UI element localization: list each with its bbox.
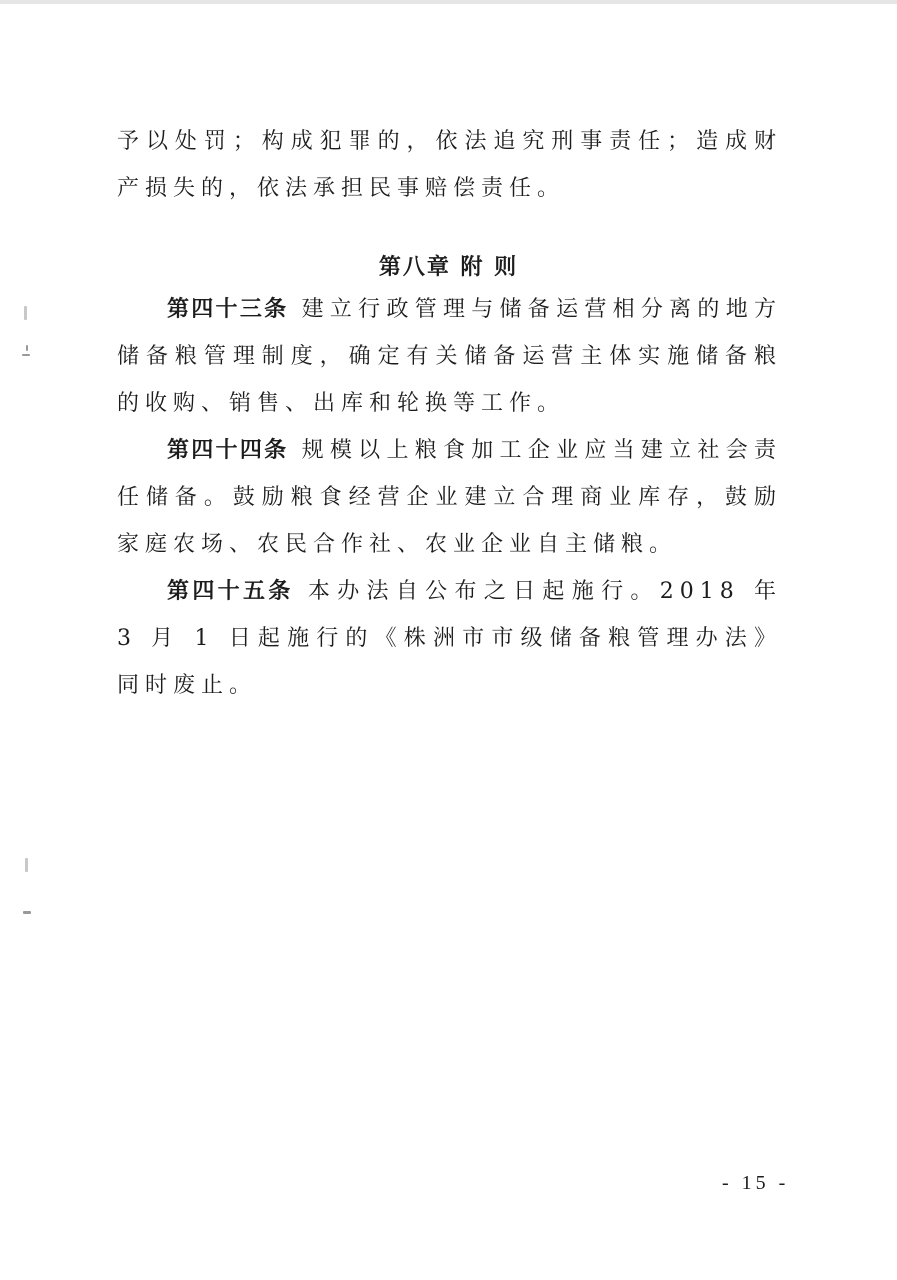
- scan-top-edge: [0, 0, 897, 4]
- article-43: [117, 286, 782, 427]
- article-label: 第四十五条: [167, 578, 294, 604]
- scan-binding-mark: [25, 858, 28, 872]
- article-label: 第四十四条: [167, 437, 289, 463]
- scan-binding-mark: [23, 911, 31, 914]
- article-text: 规模以上粮食加工企业应当建立社会责任储备。鼓励粮食经营企业建立合理商业库存，鼓励家庭农场、农民合作社、农业企业自主储粮。: [117, 438, 782, 557]
- chapter-heading: 第八章 附 则: [378, 255, 519, 280]
- scan-binding-mark: [26, 345, 28, 351]
- article-45: [117, 568, 782, 709]
- article-text: 建立行政管理与储备运营相分离的地方储备粮管理制度，确定有关储备运营主体实施储备粮的收购、销售、出库和轮换等工作。: [117, 297, 782, 416]
- continuation-block: [117, 118, 782, 212]
- continuation-paragraph: 予以处罚；构成犯罪的，依法追究刑事责任；造成财产损失的，依法承担民事赔偿责任。: [117, 129, 782, 201]
- scan-binding-mark: [22, 354, 30, 356]
- article-text: 本办法自公布之日起施行。2018 年 3 月 1 日起施行的《株洲市市级储备粮管理办法》同时废止。: [117, 579, 782, 698]
- scan-binding-mark: [24, 306, 27, 320]
- article-label: 第四十三条: [167, 296, 289, 322]
- article-44: [117, 427, 782, 568]
- articles-block: [117, 286, 782, 709]
- page-number: - 15 -: [722, 1172, 790, 1194]
